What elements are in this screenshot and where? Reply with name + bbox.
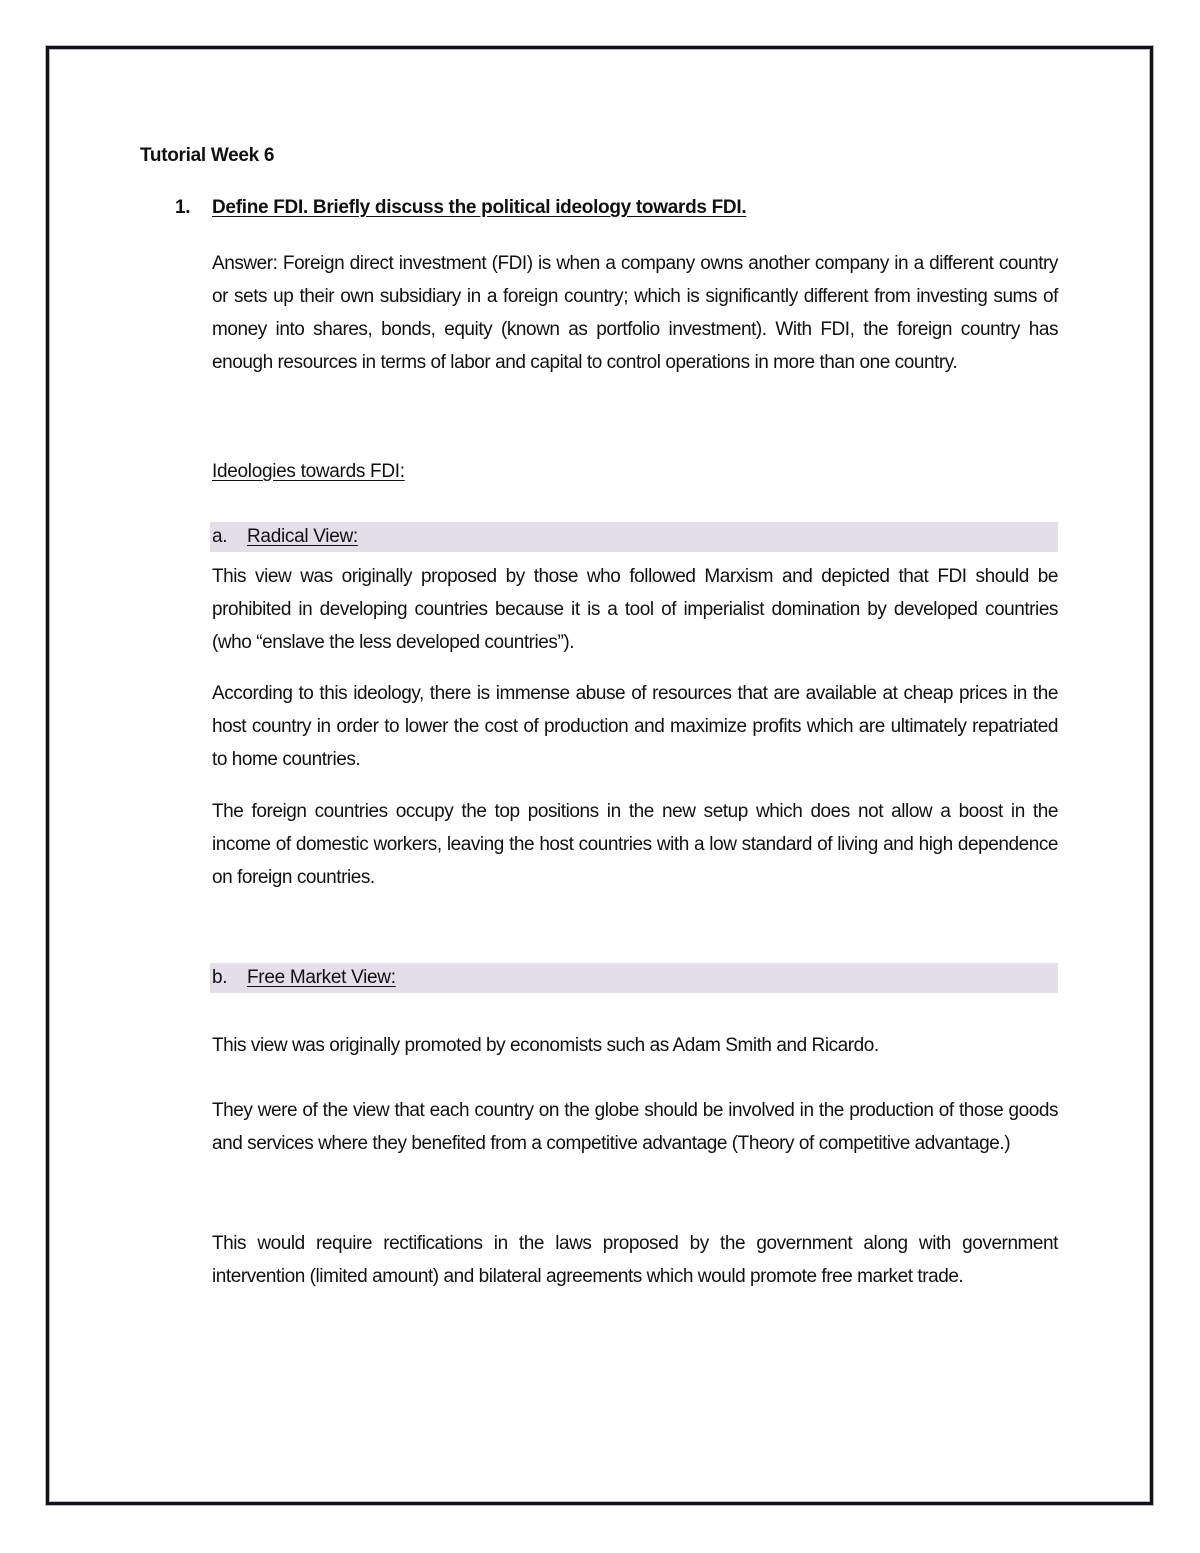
document-title: Tutorial Week 6 [140,145,275,166]
section-heading-radical-view [210,522,1058,552]
section-heading-free-market-view [210,963,1058,993]
free-market-paragraph-1: This view was originally promoted by economists such as Adam Smith and Ricardo. [212,1035,879,1056]
section-letter: b. [212,967,228,988]
free-market-paragraph-3: This would require rectifications in the laws proposed by the government along with government intervention (limited amount) and bilateral agreements which would promote free market trade. [212,1233,1058,1287]
section-label: Radical View: [247,526,358,547]
question-number: 1. [175,197,191,218]
radical-view-paragraph-3: The foreign countries occupy the top positions in the new setup which does not allow a boost in the income of domestic workers, leaving the host countries with a low standard of living and high dependence on foreign countries. [212,801,1058,888]
free-market-paragraph-2: They were of the view that each country on the globe should be involved in the production of those goods and services where they benefited from a competitive advantage (Theory of competitive advantage.) [212,1100,1058,1154]
section-letter: a. [212,526,228,547]
ideologies-heading: Ideologies towards FDI: [212,461,405,482]
question-text: Define FDI. Briefly discuss the political ideology towards FDI. [212,197,747,218]
radical-view-paragraph-2: According to this ideology, there is immense abuse of resources that are available at cheap prices in the host country in order to lower the cost of production and maximize profits which are ultimately repatriated to home countries. [212,683,1058,770]
answer-paragraph: Answer: Foreign direct investment (FDI) is when a company owns another company in a different country or sets up their own subsidiary in a foreign country; which is significantly different from investing sums of money into shares, bonds, equity (known as portfolio investment). With FDI, the foreign country has enough resources in terms of labor and capital to control operations in more than one country. [212,253,1058,373]
radical-view-paragraph-1: This view was originally proposed by those who followed Marxism and depicted that FDI should be prohibited in developing countries because it is a tool of imperialist domination by developed countries (who “enslave the less developed countries”). [212,566,1058,653]
section-label: Free Market View: [247,967,396,988]
